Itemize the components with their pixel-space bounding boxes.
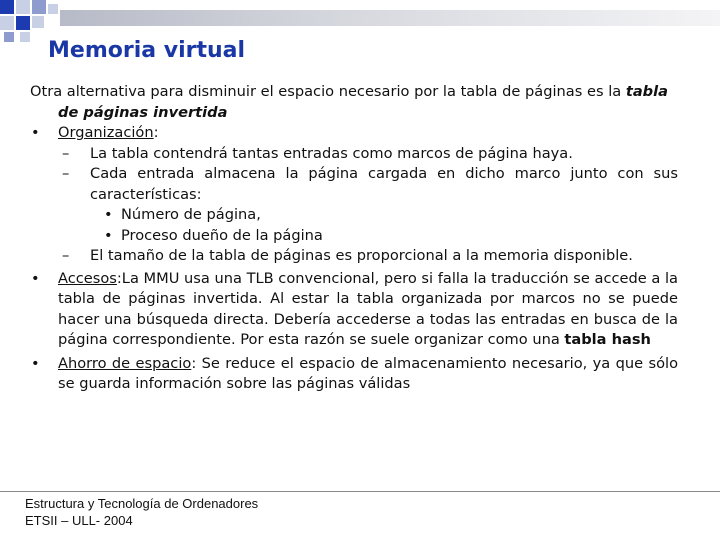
sub-item-tamano	[30, 246, 678, 267]
bullet-ahorro	[30, 354, 678, 395]
ahorro-label: Ahorro de espacio	[58, 354, 192, 372]
bullet-icon: •	[31, 124, 40, 141]
sub-item-entradas	[30, 144, 678, 165]
bullet-icon: •	[104, 226, 113, 244]
header-bar	[60, 10, 720, 26]
accesos-label: Accesos	[58, 269, 117, 287]
bullet-organizacion	[30, 123, 678, 144]
slide-body	[30, 82, 678, 395]
sub-item-text: Cada entrada almacena la página cargada en dicho marco junto con sus características:	[90, 165, 678, 203]
footer-course: Estructura y Tecnología de Ordenadores	[25, 496, 259, 511]
sub-sub-item-numero	[30, 205, 678, 226]
dash-icon: –	[62, 247, 70, 264]
sub-sub-item-proceso	[30, 226, 678, 247]
accesos-text: :La MMU usa una TLB convencional, pero si falla la traducción se accede a la tabla de páginas invertida. Al estar la tabla organizada por marcos no se puede hacer una búsqueda directa. Debería accederse a todas las entradas en busca de la página correspondiente. Por esta razón se suele organizar como una	[58, 269, 678, 348]
slide-title: Memoria virtual	[48, 38, 246, 63]
intro-paragraph	[30, 82, 678, 123]
footer-institution: ETSII – ULL- 2004	[25, 513, 133, 528]
bullet-accesos	[30, 269, 678, 351]
dash-icon: –	[62, 165, 70, 182]
ahorro-text: : Se reduce el espacio de almacenamiento necesario, ya que sólo se guarda información sobre las páginas válidas	[58, 354, 678, 392]
organizacion-colon: :	[153, 124, 159, 141]
footer-divider	[0, 491, 720, 492]
sub-item-text: El tamaño de la tabla de páginas es proporcional a la memoria disponible.	[90, 247, 633, 264]
bullet-icon: •	[31, 354, 40, 372]
sub-sub-item-text: Proceso dueño de la página	[121, 226, 323, 244]
intro-text: Otra alternativa para disminuir el espacio necesario por la tabla de páginas es la	[30, 83, 626, 100]
organizacion-label: Organización	[58, 124, 154, 141]
dash-icon: –	[62, 144, 70, 162]
sub-item-text: La tabla contendrá tantas entradas como marcos de página haya.	[90, 144, 573, 162]
bullet-icon: •	[104, 206, 113, 223]
intro-emphasis: tabla de páginas invertida	[58, 83, 668, 121]
sub-item-cada-entrada	[30, 164, 678, 205]
footer	[25, 495, 258, 529]
accesos-emphasis: tabla hash	[564, 331, 651, 348]
bullet-icon: •	[31, 269, 40, 287]
sub-sub-item-text: Número de página,	[121, 206, 261, 223]
